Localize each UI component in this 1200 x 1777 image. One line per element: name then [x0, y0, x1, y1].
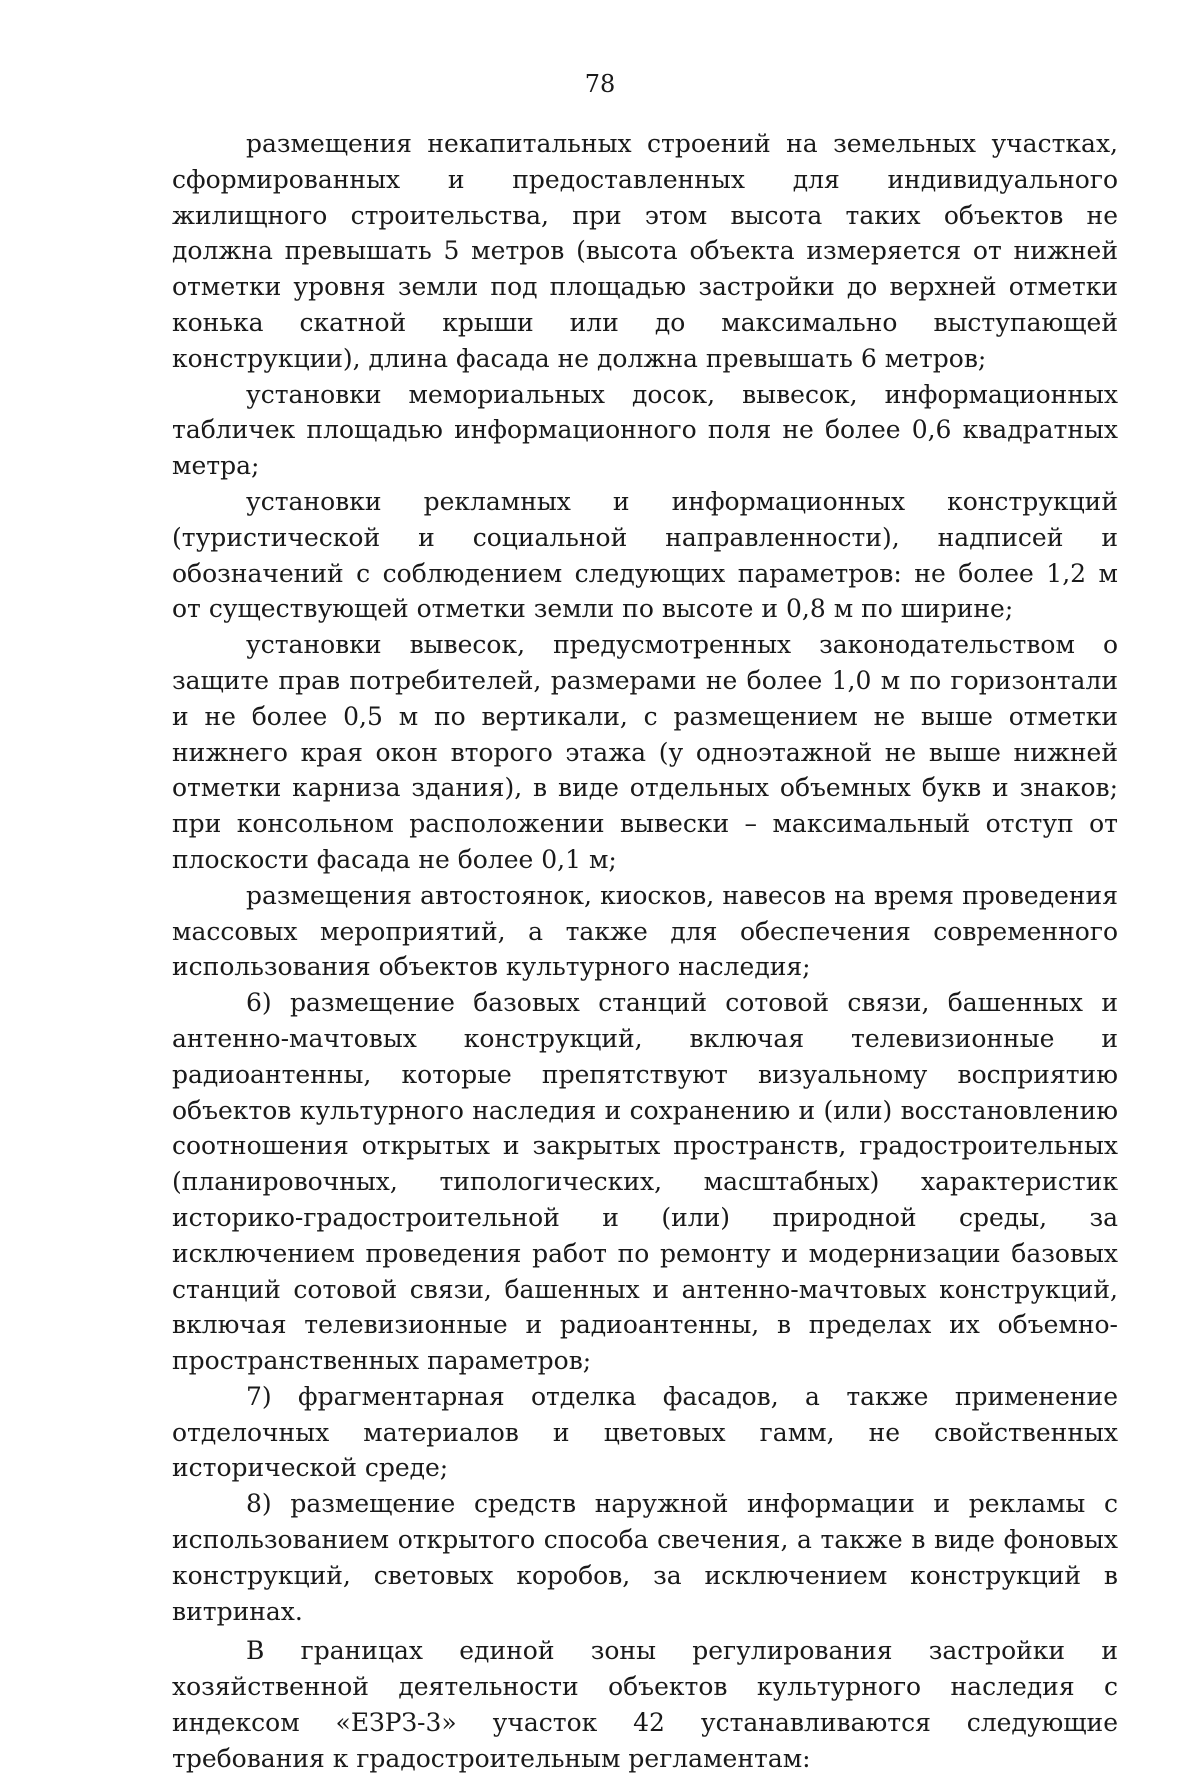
paragraph-parking-kiosks: размещения автостоянок, киосков, навесов на время проведения массовых мероприятий, а также для обеспечения современного использования объектов культурного наследия; — [172, 880, 1118, 982]
paragraph-ezrz-3-requirements: В границах единой зоны регулирования застройки и хозяйственной деятельности объектов культурного наследия с индексом «ЕЗРЗ-3» участок 42 устанавливаются следующие требования к градостроительным регламентам: — [172, 1636, 1118, 1773]
document-body — [172, 126, 1118, 1777]
paragraph-consumer-signs: установки вывесок, предусмотренных законодательством о защите прав потребителей, размерами не более 1,0 м по горизонтали и не более 0,5 м по вертикали, с размещением не выше отметки нижнего края окон второго этажа (у одноэтажной не выше нижней отметки карниза здания), в виде отдельных объемных букв и знаков; при консольном расположении вывески – максимальный отступ от плоскости фасада не более 0,1 м; — [172, 630, 1118, 874]
paragraph-memorial-plaques: установки мемориальных досок, вывесок, информационных табличек площадью информационного поля не более 0,6 квадратных метра; — [172, 379, 1118, 481]
paragraph-advertising-structures: установки рекламных и информационных конструкций (туристической и социальной направленности), надписей и обозначений с соблюдением следующих параметров: не более 1,2 м от существующей отметки земли по высоте и 0,8 м по ширине; — [172, 486, 1118, 624]
paragraph-item-7-facade-finish: 7) фрагментарная отделка фасадов, а также применение отделочных материалов и цветовых гамм, не свойственных исторической среде; — [172, 1381, 1118, 1483]
paragraph-item-8-outdoor-advertising: 8) размещение средств наружной информации и рекламы с использованием открытого способа свечения, а также в виде фоновых конструкций, световых коробов, за исключением конструкций в витринах. — [172, 1489, 1118, 1626]
paragraph-placement-noncapital-structures: размещения некапитальных строений на земельных участках, сформированных и предоставленных для индивидуального жилищного строительства, при этом высота таких объектов не должна превышать 5 метров (высота объекта измеряется от нижней отметки уровня земли под площадью застройки до верхней отметки конька скатной крыши или до максимально выступающей конструкции), длина фасада не должна превышать 6 метров; — [172, 129, 1118, 373]
paragraph-item-6-cell-stations: 6) размещение базовых станций сотовой связи, башенных и антенно-мачтовых конструкций, включая телевизионные и радиоантенны, которые препятствуют визуальному восприятию объектов культурного наследия и сохранению и (или) восстановлению соотношения открытых и закрытых пространств, градостроительных (планировочных, типологических, масштабных) характеристик историко-градостроительной и (или) природной среды, за исключением проведения работ по ремонту и модернизации базовых станций сотовой связи, башенных и антенно-мачтовых конструкций, включая телевизионные и радиоантенны, в пределах их объемно-пространственных параметров; — [172, 988, 1118, 1376]
page-number: 78 — [584, 70, 616, 98]
